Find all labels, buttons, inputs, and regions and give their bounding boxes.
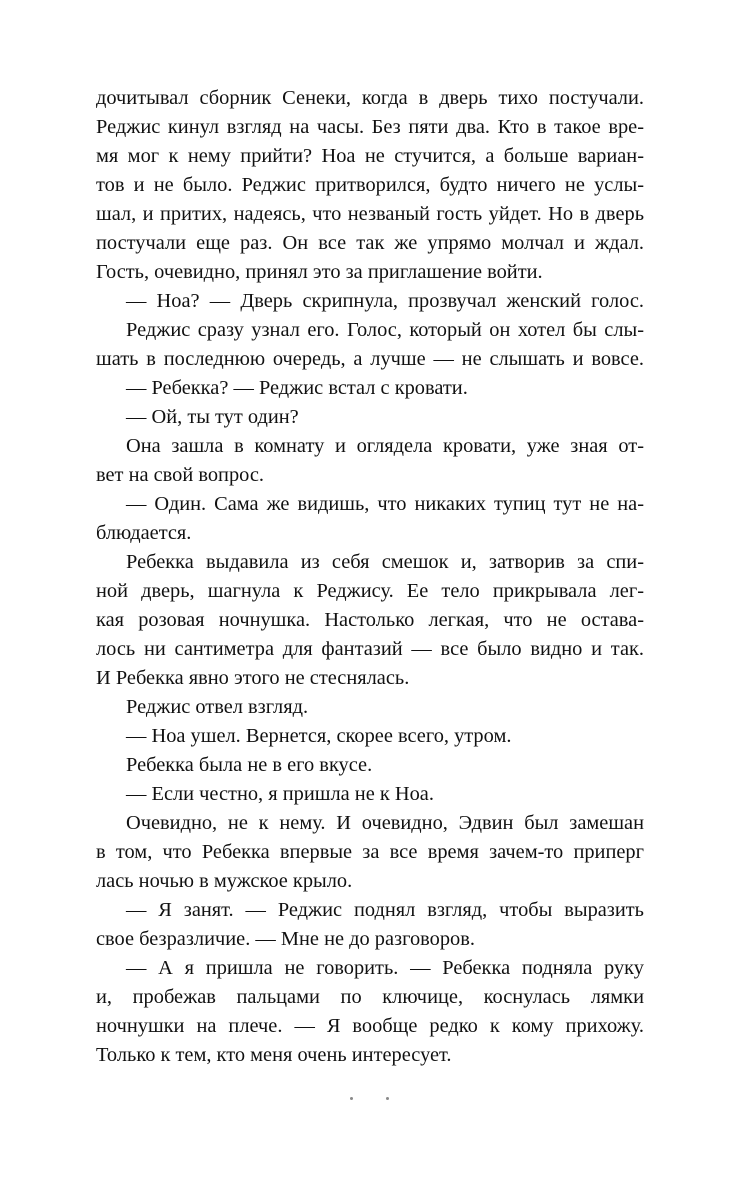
text-line: Очевидно, не к нему. И очевидно, Эдвин был замешан	[126, 812, 644, 834]
text-line: свое безразличие. — Мне не до разговоров.	[96, 928, 475, 950]
dot-mark	[350, 1097, 353, 1100]
text-line: Ребекка выдавила из себя смешок и, затворив за спи-	[126, 551, 644, 573]
text-line: шал, и притих, надеясь, что незваный гость уйдет. Но в дверь	[96, 203, 644, 225]
text-line: в том, что Ребекка впервые за все время зачем-то приперг	[96, 841, 644, 863]
text-line: — Ребекка? — Реджис встал с кровати.	[126, 377, 468, 399]
text-line: Реджис кинул взгляд на часы. Без пяти два. Кто в такое вре-	[96, 116, 644, 138]
text-line: — Ноа ушел. Вернется, скорее всего, утром.	[126, 725, 512, 747]
text-line: кая розовая ночнушка. Настолько легкая, что не остава-	[96, 609, 644, 631]
text-line: Она зашла в комнату и оглядела кровати, уже зная от-	[126, 435, 644, 457]
text-line: шать в последнюю очередь, а лучше — не слышать и вовсе.	[96, 348, 644, 370]
text-line: — Ноа? — Дверь скрипнула, прозвучал женский голос.	[126, 290, 644, 312]
text-line: Ребекка была не в его вкусе.	[126, 754, 373, 776]
text-line: И Ребекка явно этого не стеснялась.	[96, 667, 410, 689]
text-line: — Я занят. — Реджис поднял взгляд, чтобы выразить	[126, 899, 644, 921]
text-line: Только к тем, кто меня очень интересует.	[96, 1044, 452, 1066]
text-line: лось ни сантиметра для фантазий — все было видно и так.	[96, 638, 644, 660]
text-line: лась ночью в мужское крыло.	[96, 870, 353, 892]
text-line: Реджис сразу узнал его. Голос, который он хотел бы слы-	[126, 319, 644, 341]
text-line: тов и не было. Реджис притворился, будто ничего не услы-	[96, 174, 644, 196]
text-line: — Если честно, я пришла не к Ноа.	[126, 783, 434, 805]
text-line: блюдается.	[96, 522, 192, 544]
text-line: вет на свой вопрос.	[96, 464, 265, 486]
text-line: Гость, очевидно, принял это за приглашение войти.	[96, 261, 543, 283]
text-line: ной дверь, шагнула к Реджису. Ее тело прикрывала лег-	[96, 580, 644, 602]
text-line: — Ой, ты тут один?	[126, 406, 299, 428]
dot-mark	[386, 1097, 389, 1100]
text-line: — Один. Сама же видишь, что никаких тупиц тут не на-	[126, 493, 644, 515]
page-ornament	[348, 1094, 388, 1104]
text-line: мя мог к нему прийти? Ноа не стучится, а больше вариан-	[96, 145, 644, 167]
text-line: и, пробежав пальцами по ключице, коснулась лямки	[96, 986, 644, 1008]
text-line: постучали еще раз. Он все так же упрямо молчал и ждал.	[96, 232, 644, 254]
text-line: дочитывал сборник Сенеки, когда в дверь тихо постучали.	[96, 87, 644, 109]
text-line: Реджис отвел взгляд.	[126, 696, 309, 718]
text-line: ночнушки на плече. — Я вообще редко к кому прихожу.	[96, 1015, 644, 1037]
text-line: — А я пришла не говорить. — Ребекка подняла руку	[126, 957, 644, 979]
